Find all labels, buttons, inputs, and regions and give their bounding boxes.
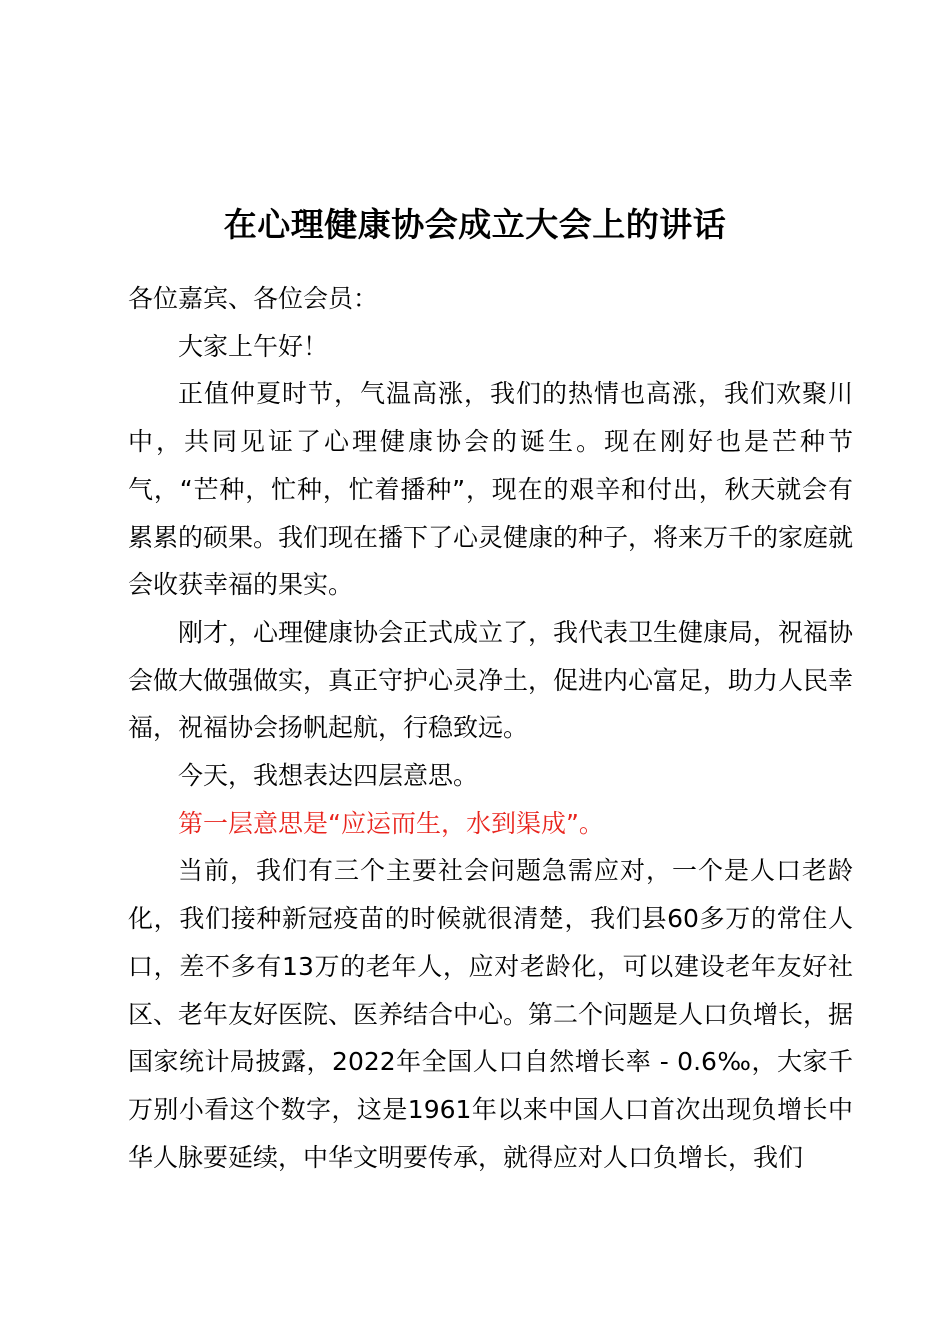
section-heading-first-point: 第一层意思是“应运而生，水到渠成”。 [178,808,604,838]
paragraph-intro: 正值仲夏时节，气温高涨，我们的热情也高涨，我们欢聚川中，共同见证了心理健康协会的诞生。现在刚好也是芒种节气，“芒种，忙种，忙着播种”，现在的艰辛和付出，秋天就会有累累的硕果。我们现在播下了心灵健康的种子，将来万千的家庭就会收获幸福的果实。 [128,379,854,600]
greeting: 大家上午好！ [178,331,329,361]
paragraph-blessing: 刚才，心理健康协会正式成立了，我代表卫生健康局，祝福协会做大做强做实，真正守护心灵净土，促进内心富足，助力人民幸福，祝福协会扬帆起航，行稳致远。 [128,617,854,743]
paragraph-four-points: 今天，我想表达四层意思。 [178,761,479,791]
salutation: 各位嘉宾、各位会员： [128,284,379,313]
paragraph-social-issues: 当前，我们有三个主要社会问题急需应对，一个是人口老龄化，我们接种新冠疫苗的时候就很清楚，我们县60多万的常住人口，差不多有13万的老年人，应对老龄化，可以建设老年友好社区、老年友好医院、医养结合中心。第二个问题是人口负增长，据国家统计局披露，2022年全国人口自然增长率 - 0.6‰，大家千万别小看这个数字，这是1961年以来中国人口首次出现负增长中华人脉要延续，中华文明要传承，就得应对人口负增长，我们 [128,856,854,1172]
document-body [128,275,853,1181]
document-title: 在心理健康协会成立大会上的讲话 [223,205,727,244]
